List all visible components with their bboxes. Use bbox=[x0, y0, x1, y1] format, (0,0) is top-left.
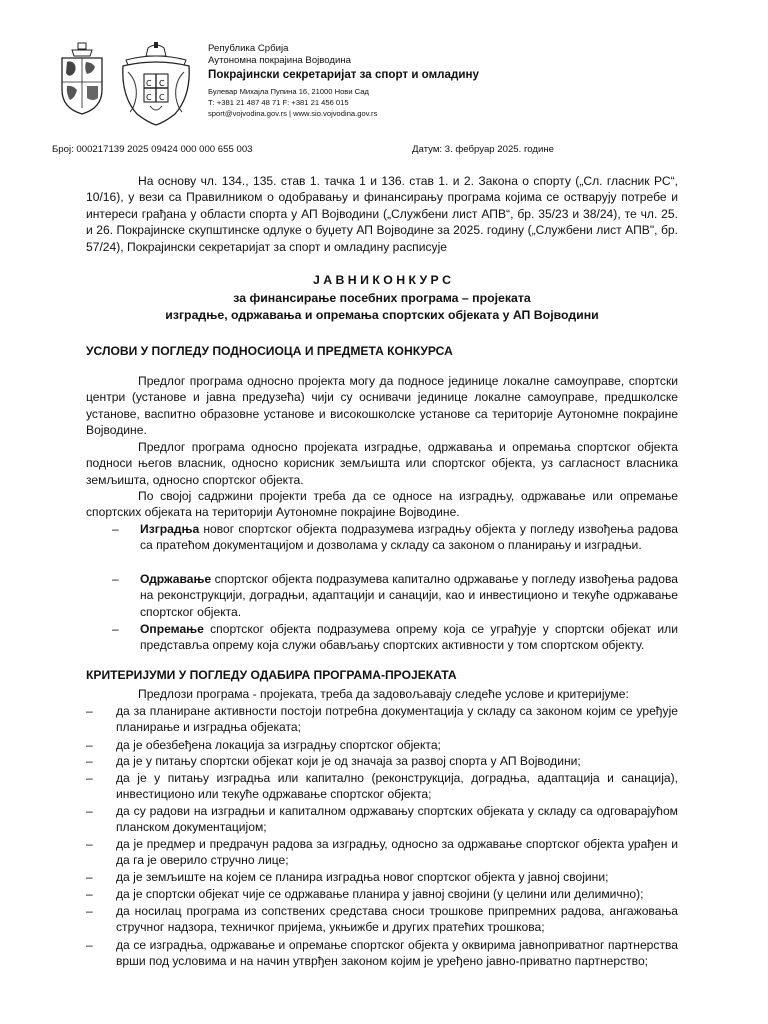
address: Булевар Михајла Пупина 16, 21000 Нови Сад bbox=[208, 87, 369, 96]
svg-text:С: С bbox=[146, 93, 152, 102]
bullet-term: Одржавање bbox=[140, 572, 212, 586]
list-item bbox=[86, 770, 678, 803]
list-dash: – bbox=[86, 938, 93, 952]
document-subtitle-line-2: изградње, одржавања и опремања спортских објеката у АП Војводини bbox=[165, 308, 599, 322]
list-dash: – bbox=[86, 887, 93, 901]
list-dash: – bbox=[86, 870, 93, 884]
criteria-text: да за планиране активности постоји потребна документација у складу са законом којим се уређује планирање и изградња објеката; bbox=[116, 704, 678, 735]
list-dash: – bbox=[112, 622, 119, 636]
criteria-text: да је обезбеђена локација за изградњу спортског објекта; bbox=[116, 738, 441, 752]
phone-fax: Т: +381 21 487 48 71 F: +381 21 456 015 bbox=[208, 98, 349, 107]
svg-text:С: С bbox=[159, 79, 165, 88]
contact-info: sport@vojvodina.gov.rs | www.sio.vojvodina.gov.rs bbox=[208, 109, 378, 118]
criteria-text: да је предмер и предрачун радова за изградњу, односно за одржавање спортског објекта урађен и да га је оверило стручно лице; bbox=[116, 837, 678, 868]
conditions-paragraph-3: По својој садржини пројекти треба да се односе на изградњу, одржавање или опремање спортских објеката на територији Аутономне покрајине Војводине. bbox=[86, 489, 678, 520]
serbia-coat-of-arms-icon bbox=[120, 42, 192, 126]
list-dash: – bbox=[86, 771, 93, 785]
bullet-text: спортског објекта подразумева опрему која се уграђује у спортски објекат или представља опрему која служи обављању спортских активности у том спортском објекту. bbox=[140, 622, 678, 653]
list-item bbox=[86, 753, 678, 769]
criteria-text: да носилац програма из сопствених средстава сноси трошкове припремних радова, ангажовања стручног надзора, техничког пријема, укњижбе и других пратећих трошкова; bbox=[116, 904, 678, 935]
list-dash: – bbox=[86, 804, 93, 818]
svg-text:С: С bbox=[146, 79, 152, 88]
list-item bbox=[112, 621, 678, 654]
bullet-term: Изградња bbox=[140, 522, 200, 536]
list-dash: – bbox=[86, 704, 93, 718]
criteria-text: да је у питању спортски објекат који је од значаја за развој спорта у АП Војводини; bbox=[116, 754, 581, 768]
list-dash: – bbox=[86, 738, 93, 752]
list-dash: – bbox=[86, 754, 93, 768]
country-name: Република Србија bbox=[208, 43, 289, 54]
list-item bbox=[86, 737, 678, 753]
list-dash: – bbox=[112, 522, 119, 536]
list-item bbox=[112, 521, 678, 554]
organization-name: Покрајински секретаријат за спорт и омладину bbox=[208, 68, 479, 81]
section-heading-conditions: УСЛОВИ У ПОГЛЕДУ ПОДНОСИОЦА И ПРЕДМЕТА КОНКУРСА bbox=[86, 344, 453, 358]
bullet-term: Опремање bbox=[140, 622, 204, 636]
list-item bbox=[112, 571, 678, 620]
list-item bbox=[86, 886, 678, 902]
list-item bbox=[86, 836, 678, 869]
criteria-intro: Предлози програма - пројеката, треба да задовољавају следеће услове и критеријуме: bbox=[138, 687, 629, 701]
document-date: Датум: 3. фебруар 2025. године bbox=[412, 144, 554, 155]
criteria-text: да је земљиште на којем се планира изградња новог спортског објекта у јавној својини; bbox=[116, 870, 609, 884]
criteria-text: да се изградња, одржавање и опремање спортског објекта у оквирима јавноприватног партнерства врши под условима и на начин утврђен законом којим је уређено јавно-приватно партнерство; bbox=[116, 938, 678, 969]
list-dash: – bbox=[112, 572, 119, 586]
section-heading-criteria: КРИТЕРИЈУМИ У ПОГЛЕДУ ОДАБИРА ПРОГРАМА-ПРОЈЕКАТА bbox=[86, 668, 457, 682]
list-item bbox=[86, 803, 678, 836]
list-dash: – bbox=[86, 904, 93, 918]
intro-paragraph: На основу чл. 134., 135. став 1. тачка 1 и 136. став 1. и 2. Закона о спорту („Сл. гласник РС“, 10/16), у вези са Правилником о одобравању и финансирању програма којима се остварују потребе и интереси грађана у области спорта у АП Војводини („Службени лист АПВ“, бр. 35/23 и 38/24), те чл. 25. и 26. Покрајинске скупштинске одлуке о буџету АП Војводине за 2025. годину („Службени лист АПВ", бр. 57/24), Покрајински секретаријат за спорт и омладину расписује bbox=[86, 174, 678, 254]
list-item bbox=[86, 937, 678, 970]
svg-text:С: С bbox=[159, 93, 165, 102]
province-name: Аутономна покрајина Војводина bbox=[208, 55, 351, 66]
conditions-paragraph-1: Предлог програма односно пројекта могу да подносе јединице локалне самоуправе, спортски центри (установе и јавна предузећа) чији су оснивачи јединице локалне самоуправе, предшколске установе, васпитно образовне установе и високошколске установе са територије Аутономне покрајине Војводине. bbox=[86, 374, 678, 438]
document-title: Ј А В Н И К О Н К У Р С bbox=[312, 273, 452, 287]
criteria-text: да је у питању изградња или капитално (реконструкција, доградња, адаптација и санација), инвестиционо или текуће одржавање спортског објекта; bbox=[116, 771, 678, 802]
conditions-paragraph-2: Предлог програма односно пројеката изградње, одржавања и опремања спортског објекта подноси његов власник, односно корисник земљишта или спортског објекта, уз сагласност власника земљишта, односно спортског објекта. bbox=[86, 440, 678, 487]
letterhead bbox=[208, 43, 728, 119]
list-item bbox=[86, 903, 678, 936]
bullet-text: спортског објекта подразумева капитално одржавање у погледу извођења радова на реконструкцији, доградњи, адаптацији и санацији, као и инвестиционо и текуће одржавање спортског објекта. bbox=[140, 572, 678, 619]
reference-number: Број: 000217139 2025 09424 000 000 655 003 bbox=[52, 144, 253, 155]
bullet-text: новог спортског објекта подразумева изградњу објекта у погледу извођења радова са пратећом документацијом и дозволама у складу са законом о планирању и изградњи. bbox=[140, 522, 678, 553]
list-dash: – bbox=[86, 837, 93, 851]
list-item bbox=[86, 703, 678, 736]
list-item bbox=[86, 869, 678, 885]
criteria-text: да је спортски објекат чије се одржавање планира у јавној својини (у целини или делимично); bbox=[116, 887, 644, 901]
document-subtitle-line-1: за финансирање посебних програма – пројеката bbox=[233, 291, 531, 305]
criteria-text: да су радови на изградњи и капиталном одржавању спортских објеката у складу са одговарајућом планском документацијом; bbox=[116, 804, 678, 835]
vojvodina-coat-of-arms-icon bbox=[58, 42, 106, 116]
